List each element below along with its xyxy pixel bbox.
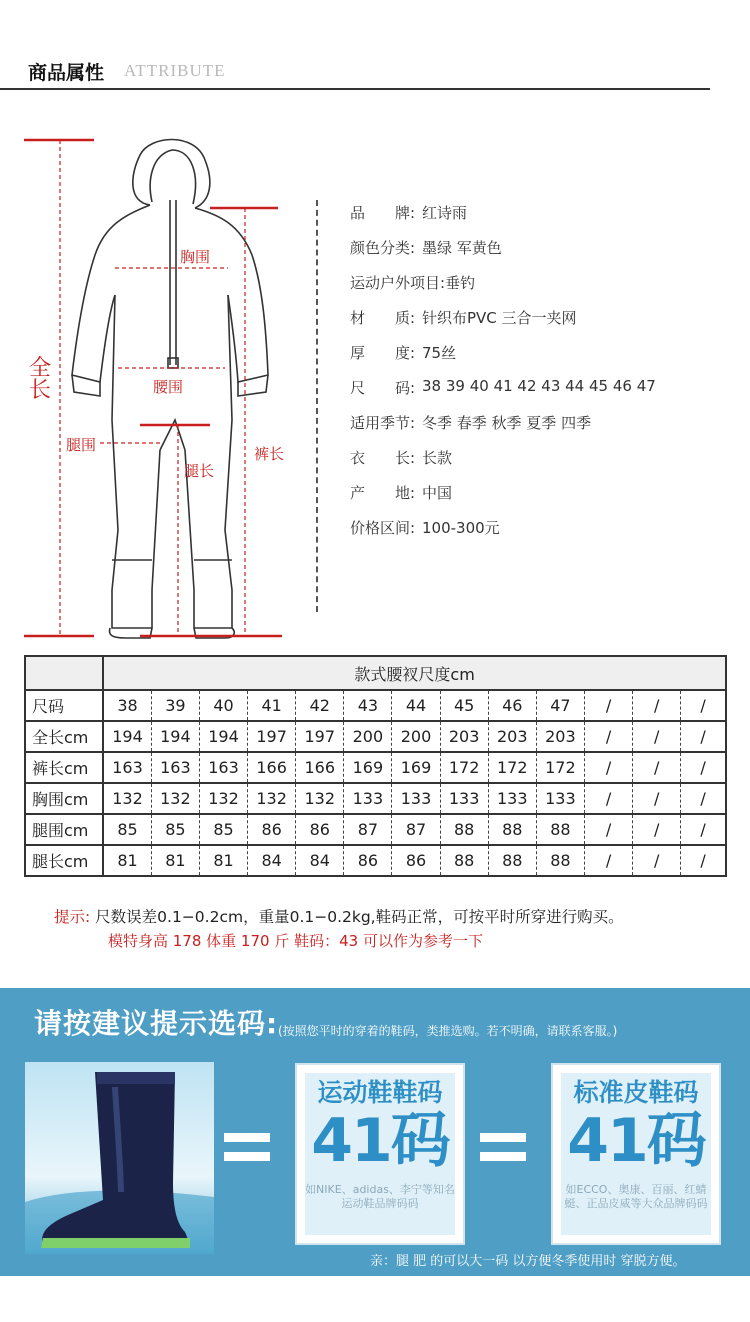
table-cell: 203 (536, 721, 584, 752)
equals-sign (224, 1133, 270, 1161)
table-cell: / (633, 752, 681, 783)
table-cell: 81 (103, 845, 151, 876)
size-note (54, 905, 624, 927)
equals-sign (480, 1133, 526, 1161)
rain-boot-image (25, 1062, 214, 1254)
note-line-1: 尺数误差0.1−0.2cm，重量0.1−0.2kg,鞋码正常，可按平时所穿进行购买。 (95, 908, 624, 926)
table-cell: / (681, 845, 726, 876)
table-cell: 194 (103, 721, 151, 752)
table-cell: 133 (536, 783, 584, 814)
table-cell: 132 (199, 783, 247, 814)
table-cell: 194 (151, 721, 199, 752)
table-cell: / (633, 845, 681, 876)
sports-shoe-size: 41码 (311, 1106, 449, 1176)
table-cell: 133 (344, 783, 392, 814)
table-cell: 87 (392, 814, 440, 845)
table-cell: / (584, 783, 632, 814)
table-cell: 133 (440, 783, 488, 814)
table-cell: / (681, 783, 726, 814)
table-cell: 166 (296, 752, 344, 783)
banner-title: 请按建议提示选码: (34, 1007, 279, 1040)
table-cell: 163 (103, 752, 151, 783)
rain-boot-icon (25, 1062, 214, 1254)
table-cell: / (633, 814, 681, 845)
table-cell: 133 (488, 783, 536, 814)
banner-footer: 亲：腿 肥 的可以大一码 以方便冬季使用时 穿脱方便。 (370, 1254, 686, 1269)
table-cell: 200 (344, 721, 392, 752)
table-cell: / (681, 752, 726, 783)
table-row (25, 752, 726, 783)
table-cell: 194 (199, 721, 247, 752)
table-cell: 84 (248, 845, 296, 876)
banner-subtitle: (按照您平时的穿着的鞋码，类推选购。若不明确，请联系客服。) (278, 1024, 618, 1038)
leather-shoe-size: 41码 (567, 1106, 705, 1176)
table-cell: 85 (103, 814, 151, 845)
pants-length-label: 裤长 (254, 445, 285, 463)
table-cell: 85 (151, 814, 199, 845)
row-label: 腿围cm (25, 814, 103, 845)
table-cell: 88 (536, 845, 584, 876)
table-cell: 43 (344, 690, 392, 721)
attribute-row: 材 质: 针织布PVC 三合一夹网 (350, 309, 577, 327)
table-cell: / (584, 845, 632, 876)
full-length-label: 全长 (28, 356, 51, 403)
table-cell: 88 (536, 814, 584, 845)
table-cell: 169 (392, 752, 440, 783)
table-cell: 86 (344, 845, 392, 876)
table-cell: 87 (344, 814, 392, 845)
sports-shoe-desc: 如NIKE、adidas、李宁等知名运动鞋品牌码码 (305, 1183, 455, 1210)
table-cell: 197 (296, 721, 344, 752)
table-cell: / (633, 721, 681, 752)
table-cell: 169 (344, 752, 392, 783)
table-cell: 45 (440, 690, 488, 721)
table-cell: / (681, 721, 726, 752)
table-cell: 133 (392, 783, 440, 814)
table-cell: 163 (151, 752, 199, 783)
table-cell: 86 (296, 814, 344, 845)
leather-shoe-size-card (551, 1063, 721, 1245)
table-cell: 81 (151, 845, 199, 876)
table-cell: 132 (248, 783, 296, 814)
attribute-row: 运动户外项目: 垂钓 (350, 274, 476, 292)
table-cell: 203 (488, 721, 536, 752)
row-label: 尺码 (25, 690, 103, 721)
chest-label: 胸围 (180, 248, 211, 266)
table-cell: 38 (103, 690, 151, 721)
table-cell: 132 (103, 783, 151, 814)
thigh-label: 腿围 (66, 436, 97, 454)
row-label: 裤长cm (25, 752, 103, 783)
attribute-row: 厚 度: 75丝 (350, 344, 457, 362)
attribute-row: 衣 长: 长款 (350, 449, 453, 467)
table-cell: / (681, 814, 726, 845)
section-title-en: ATTRIBUTE (124, 61, 226, 80)
table-row (25, 845, 726, 876)
section-title: 商品属性 (28, 62, 105, 84)
table-cell: 132 (151, 783, 199, 814)
row-label: 全长cm (25, 721, 103, 752)
table-cell: 86 (392, 845, 440, 876)
table-cell: 172 (440, 752, 488, 783)
attribute-row: 价格区间: 100-300元 (350, 519, 500, 537)
table-cell: / (584, 721, 632, 752)
table-cell: 47 (536, 690, 584, 721)
table-cell: 41 (248, 690, 296, 721)
table-cell: 42 (296, 690, 344, 721)
row-label: 腿长cm (25, 845, 103, 876)
table-cell: 203 (440, 721, 488, 752)
table-cell: 88 (440, 845, 488, 876)
table-cell: 44 (392, 690, 440, 721)
table-row (25, 814, 726, 845)
table-cell: 200 (392, 721, 440, 752)
shoe-size-banner (0, 988, 750, 1276)
table-cell: 85 (199, 814, 247, 845)
table-cell: / (584, 752, 632, 783)
attribute-row: 尺 码: 38 39 40 41 42 43 44 45 46 47 (350, 377, 656, 397)
size-table-header (25, 656, 726, 690)
size-table (24, 655, 727, 877)
table-row (25, 783, 726, 814)
size-table-title: 款式腰衩尺度cm (103, 656, 726, 690)
table-cell: 166 (248, 752, 296, 783)
table-row (25, 721, 726, 752)
table-cell: 88 (488, 845, 536, 876)
table-cell: / (633, 783, 681, 814)
sports-shoe-title: 运动鞋鞋码 (317, 1078, 443, 1107)
header-divider (0, 88, 710, 90)
table-row (25, 690, 726, 721)
table-cell: / (584, 690, 632, 721)
table-cell: 163 (199, 752, 247, 783)
leg-length-label: 腿长 (184, 462, 215, 480)
table-cell: 172 (536, 752, 584, 783)
attribute-row: 适用季节: 冬季 春季 秋季 夏季 四季 (350, 414, 592, 432)
coverall-diagram (0, 120, 320, 650)
table-cell: / (681, 690, 726, 721)
table-cell: / (633, 690, 681, 721)
attribute-row: 品 牌: 红诗雨 (350, 204, 468, 222)
attribute-row: 颜色分类: 墨绿 军黄色 (350, 239, 502, 257)
waist-label: 腰围 (153, 378, 184, 396)
table-cell: 86 (248, 814, 296, 845)
table-cell: 81 (199, 845, 247, 876)
table-cell: 39 (151, 690, 199, 721)
table-cell: 197 (248, 721, 296, 752)
attribute-row: 产 地: 中国 (350, 484, 453, 502)
table-cell: 172 (488, 752, 536, 783)
leather-shoe-title: 标准皮鞋码 (573, 1078, 699, 1107)
table-cell: 84 (296, 845, 344, 876)
table-cell: 40 (199, 690, 247, 721)
attribute-list (350, 202, 740, 552)
table-cell: 88 (440, 814, 488, 845)
leather-shoe-desc: 如ECCO、奥康、百丽、红蜻蜓、正品皮威等大众品牌码码 (564, 1183, 708, 1210)
sports-shoe-size-card (295, 1063, 465, 1245)
attribute-divider (316, 200, 318, 612)
row-label: 胸围cm (25, 783, 103, 814)
table-cell: / (584, 814, 632, 845)
model-note: 模特身高 178 体重 170 斤 鞋码：43 可以作为参考一下 (108, 932, 483, 950)
table-cell: 88 (488, 814, 536, 845)
note-prefix: 提示: (54, 908, 91, 926)
table-cell: 132 (296, 783, 344, 814)
table-cell: 46 (488, 690, 536, 721)
